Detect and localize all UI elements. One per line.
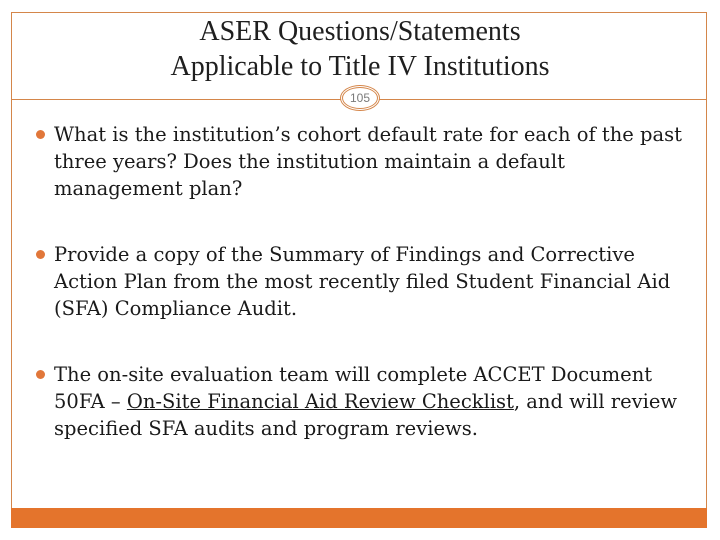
bullet-text-after: , and will review specified SFA audits and program reviews. [54,390,678,440]
bullet-dot-icon [36,250,45,259]
bullet-dot-icon [36,130,45,139]
bullet-text: Provide a copy of the Summary of Findings and Corrective Action Plan from the most recently filed Student Financial Aid (SFA) Compliance Audit. [54,243,671,320]
slide-title-line-2: Applicable to Title IV Institutions [170,51,550,82]
bullet-list [36,121,696,481]
bullet-text-before: The on-site evaluation team will complete ACCET Document 50FA – [54,363,653,413]
bullet-item-summary-of-findings [36,241,696,322]
slide-number-badge: 105 [340,85,380,111]
slide-title [0,14,720,84]
footer-accent-bar [11,508,707,528]
bullet-item-on-site-evaluation [36,361,696,442]
bullet-text: What is the institution’s cohort default rate for each of the past three years? Does the institution maintain a default management plan? [54,123,682,200]
bullet-item-cohort-default-rate [36,121,696,202]
checklist-link[interactable]: On-Site Financial Aid Review Checklist [126,390,514,413]
bullet-dot-icon [36,370,45,379]
slide-title-line-1: ASER Questions/Statements [199,16,521,47]
